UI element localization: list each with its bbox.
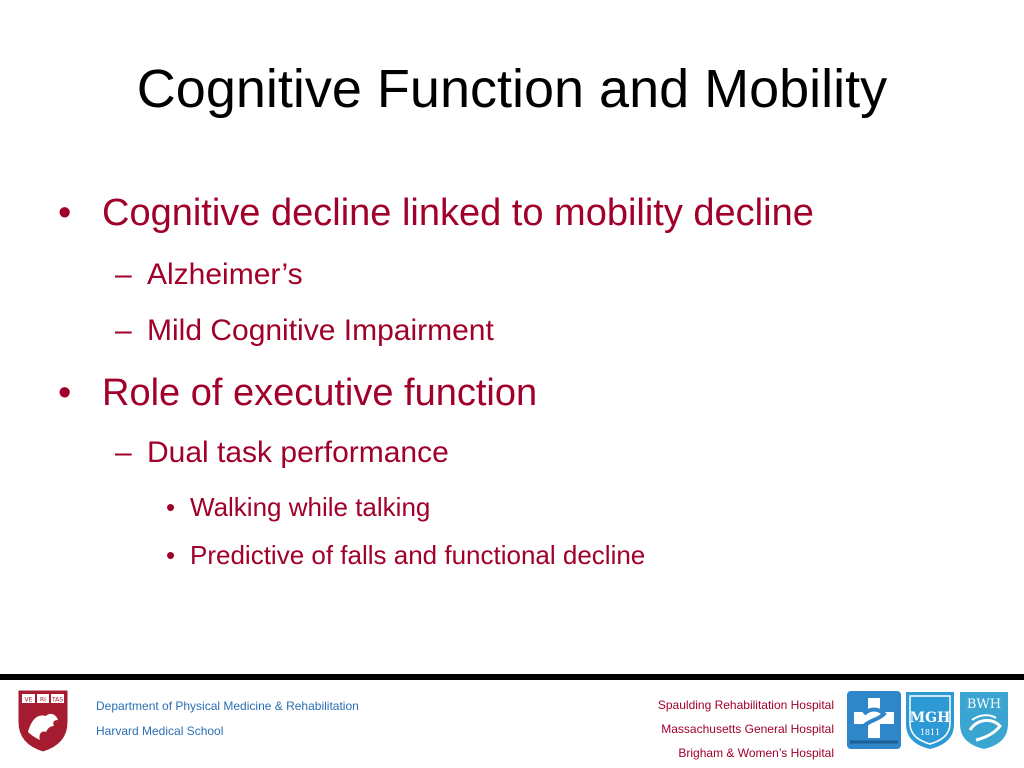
footer-hospital-spaulding: Spaulding Rehabilitation Hospital <box>657 698 834 712</box>
footer-department: Department of Physical Medicine & Rehabilitation <box>96 699 359 713</box>
sub-bullet-item <box>115 260 303 290</box>
bullet-text: Cognitive decline linked to mobility decline <box>102 192 814 234</box>
sub-bullet-item <box>115 438 449 468</box>
sub-bullet-text: Alzheimer’s <box>147 258 303 291</box>
sub-bullet-marker: – <box>115 436 132 469</box>
bullet-marker: • <box>58 192 72 234</box>
sub-sub-bullet-item <box>166 494 430 520</box>
harvard-shield-icon <box>16 688 70 754</box>
sub-sub-bullet-marker: • <box>166 540 176 570</box>
bullet-item <box>58 194 814 232</box>
footer-hospital-mgh: Massachusetts General Hospital <box>661 722 834 736</box>
sub-bullet-item <box>115 316 494 346</box>
footer-divider <box>0 674 1024 680</box>
mgh-year: 1811 <box>919 728 941 737</box>
bwh-text: BWH <box>966 697 1002 712</box>
shield-text: RI <box>40 696 46 704</box>
bwh-logo-icon <box>958 690 1010 750</box>
shield-text: TAS <box>51 696 64 704</box>
bullet-marker: • <box>58 372 72 414</box>
sub-bullet-text: Mild Cognitive Impairment <box>147 314 494 347</box>
sub-bullet-text: Dual task performance <box>147 436 449 469</box>
spaulding-logo-icon <box>846 690 902 750</box>
footer-hospital-bwh: Brigham & Women’s Hospital <box>678 746 834 760</box>
bullet-item <box>58 374 537 412</box>
sub-sub-bullet-text: Predictive of falls and functional decline <box>190 540 646 570</box>
sub-sub-bullet-item <box>166 542 645 568</box>
footer-school: Harvard Medical School <box>96 724 224 738</box>
sub-sub-bullet-text: Walking while talking <box>190 492 431 522</box>
bullet-text: Role of executive function <box>102 372 538 414</box>
sub-bullet-marker: – <box>115 314 132 347</box>
mgh-logo-icon <box>904 690 956 750</box>
sub-sub-bullet-marker: • <box>166 492 176 522</box>
mgh-text: MGH <box>909 710 951 726</box>
sub-bullet-marker: – <box>115 258 132 291</box>
slide-title: Cognitive Function and Mobility <box>136 59 888 119</box>
shield-text: VE <box>24 696 33 704</box>
